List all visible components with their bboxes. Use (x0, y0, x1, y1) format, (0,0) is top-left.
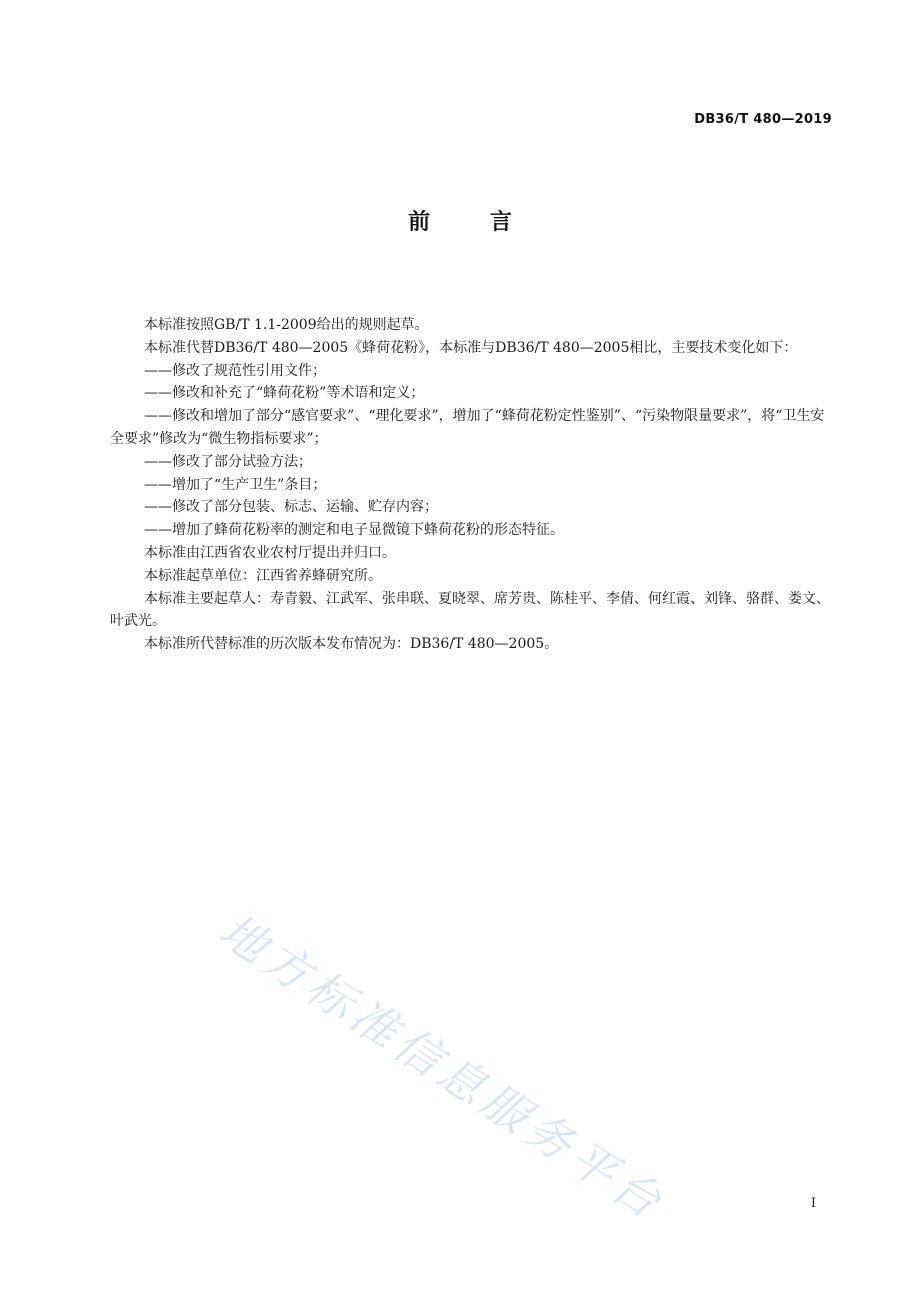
paragraph-drafting-unit: 本标准起草单位：江西省养蜂研究所。 (144, 567, 382, 584)
list-item-change: ——修改了部分包装、标志、运输、贮存内容； (144, 499, 438, 516)
list-item-change: ——修改和增加了部分“感官要求”、“理化要求”，增加了“蜂荷花粉定性鉴别”、“污染物限量要求”，将“卫生安全要求”修改为“微生物指标要求”； (110, 408, 825, 447)
paragraph-replacement: 本标准代替DB36/T 480—2005《蜂荷花粉》，本标准与DB36/T 480—2005相比，主要技术变化如下： (144, 339, 798, 356)
paragraph-version-history: 本标准所代替标准的历次版本发布情况为：DB36/T 480—2005。 (144, 636, 559, 653)
list-item-change: ——增加了“生产卫生”条目； (144, 476, 327, 493)
watermark: 地方标准信息服务平台 (209, 902, 676, 1232)
list-item-change: ——增加了蜂荷花粉率的测定和电子显微镜下蜂荷花粉的形态特征。 (144, 522, 564, 539)
paragraph-drafting-rules: 本标准按照GB/T 1.1-2009给出的规则起草。 (144, 317, 429, 333)
list-item-change: ——修改了规范性引用文件； (144, 362, 326, 379)
page-number: I (810, 1196, 816, 1211)
document-code: DB36/T 480—2019 (694, 112, 832, 127)
page-title: 前 言 (408, 210, 538, 235)
list-item-change: ——修改了部分试验方法； (144, 453, 312, 470)
list-item-change: ——修改和补充了“蜂荷花粉”等术语和定义； (144, 385, 425, 402)
paragraph-proposer: 本标准由江西省农业农村厅提出并归口。 (144, 544, 396, 561)
foreword-body (110, 314, 834, 656)
paragraph-drafters: 本标准主要起草人：寿青毅、江武军、张串联、夏晓翠、席芳贵、陈桂平、李倩、何红霞、刘锋、骆群、娄文、叶武光。 (110, 590, 830, 630)
